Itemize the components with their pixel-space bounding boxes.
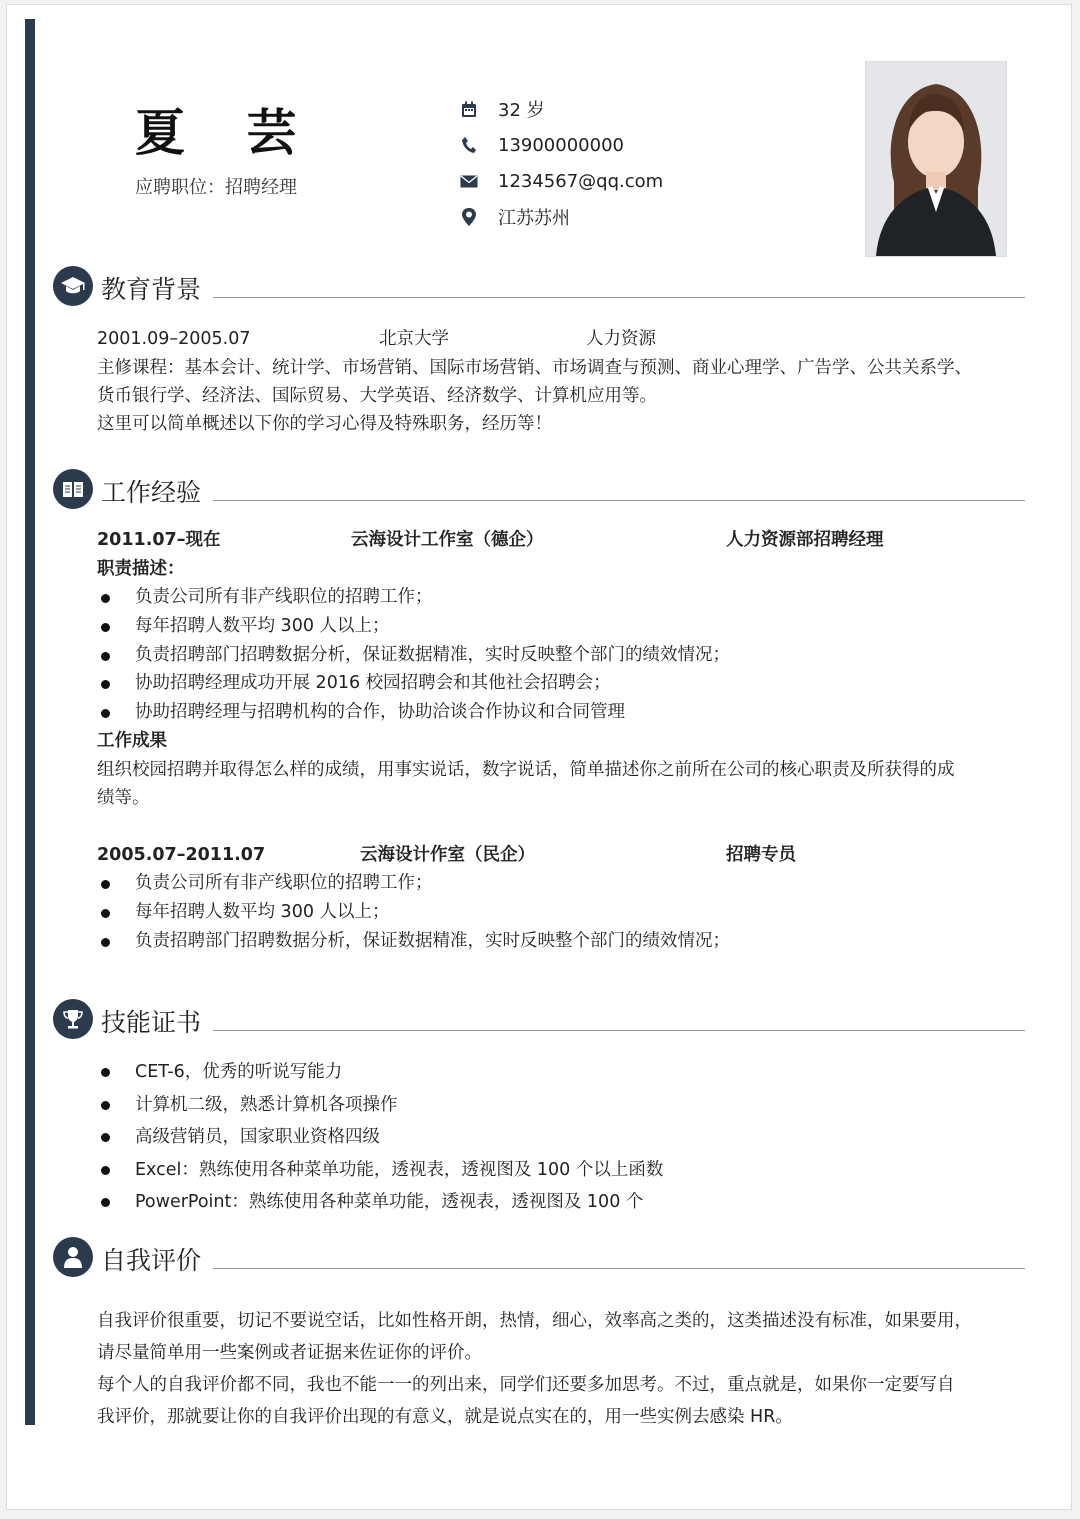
skills-list	[97, 1056, 663, 1219]
self-eval-line3: 每个人的自我评价都不同，我也不能一一的列出来，同学们还要多加思考。不过，重点就是，如果你一定要写自	[97, 1375, 955, 1395]
contact-location	[457, 199, 663, 235]
job1-results-line2: 绩等。	[97, 788, 150, 808]
section-header-work	[53, 469, 1025, 513]
contact-block	[457, 91, 663, 235]
left-accent-bar	[25, 19, 35, 1425]
section-header-self-eval	[53, 1237, 1025, 1281]
education-period: 2001.09–2005.07	[97, 329, 251, 349]
list-item: 负责招聘部门招聘数据分析，保证数据精准，实时反映整个部门的绩效情况；	[97, 927, 730, 956]
age-value: 32 岁	[498, 100, 545, 121]
education-title: 教育背景	[101, 275, 202, 304]
profile-photo	[865, 61, 1007, 257]
location-value: 江苏苏州	[498, 208, 570, 229]
envelope-icon	[457, 169, 481, 193]
trophy-icon	[53, 999, 93, 1039]
education-school: 北京大学	[379, 329, 449, 349]
resume-page	[6, 4, 1072, 1510]
candidate-name: 夏 芸	[135, 103, 319, 162]
phone-value: 13900000000	[498, 134, 624, 156]
job2-company: 云海设计作室（民企）	[360, 845, 535, 865]
education-courses-line1: 主修课程：基本会计、统计学、市场营销、国际市场营销、市场调查与预测、商业心理学、广告学、公共关系学、	[97, 358, 972, 378]
self-eval-title: 自我评价	[101, 1246, 202, 1275]
self-eval-line2: 请尽量简单用一些案例或者证据来佐证你的评价。	[97, 1343, 482, 1363]
job1-role: 人力资源部招聘经理	[726, 530, 884, 550]
list-item: CET-6，优秀的听说写能力	[97, 1056, 663, 1089]
job2-period: 2005.07–2011.07	[97, 845, 266, 865]
email-value: 1234567@qq.com	[498, 170, 664, 192]
job1-duties-label: 职责描述：	[97, 559, 185, 579]
section-divider	[213, 1268, 1025, 1269]
work-title: 工作经验	[101, 478, 202, 507]
list-item: 协助招聘经理与招聘机构的合作，协助洽谈合作协议和合同管理	[97, 698, 730, 727]
job1-duties-list	[97, 583, 730, 727]
graduation-cap-icon	[53, 266, 93, 306]
job1-results-label: 工作成果	[97, 731, 167, 751]
list-item: 计算机二级，熟悉计算机各项操作	[97, 1089, 663, 1122]
section-header-education	[53, 266, 1025, 310]
section-divider	[213, 500, 1025, 501]
list-item: 每年招聘人数平均 300 人以上；	[97, 898, 730, 927]
education-courses-line2: 货币银行学、经济法、国际贸易、大学英语、经济数学、计算机应用等。	[97, 386, 657, 406]
section-divider	[213, 1030, 1025, 1031]
list-item: 协助招聘经理成功开展 2016 校园招聘会和其他社会招聘会；	[97, 669, 730, 698]
job1-period: 2011.07–现在	[97, 530, 221, 550]
applied-position: 应聘职位：招聘经理	[135, 177, 297, 198]
contact-age	[457, 91, 663, 127]
job1-company: 云海设计工作室（德企）	[351, 530, 544, 550]
education-major: 人力资源	[586, 329, 656, 349]
self-eval-line1: 自我评价很重要，切记不要说空话，比如性格开朗，热情，细心，效率高之类的，这类描述没有标准，如果要用，	[97, 1311, 972, 1331]
list-item: PowerPoint：熟练使用各种菜单功能，透视表，透视图及 100 个	[97, 1186, 663, 1219]
person-icon	[53, 1237, 93, 1277]
list-item: 负责公司所有非产线职位的招聘工作；	[97, 869, 730, 898]
location-pin-icon	[457, 205, 481, 229]
job2-role: 招聘专员	[726, 845, 796, 865]
contact-email	[457, 163, 663, 199]
skills-title: 技能证书	[101, 1008, 202, 1037]
job1-results-line1: 组织校园招聘并取得怎么样的成绩，用事实说话，数字说话，简单描述你之前所在公司的核心职责及所获得的成	[97, 760, 955, 780]
list-item: Excel：熟练使用各种菜单功能，透视表，透视图及 100 个以上函数	[97, 1154, 663, 1187]
section-divider	[213, 297, 1025, 298]
job2-duties-list	[97, 869, 730, 955]
list-item: 每年招聘人数平均 300 人以上；	[97, 612, 730, 641]
education-note: 这里可以简单概述以下你的学习心得及特殊职务，经历等！	[97, 414, 552, 434]
list-item: 负责招聘部门招聘数据分析，保证数据精准，实时反映整个部门的绩效情况；	[97, 641, 730, 670]
self-eval-line4: 我评价，那就要让你的自我评价出现的有意义，就是说点实在的，用一些实例去感染 HR。	[97, 1407, 793, 1427]
list-item: 高级营销员，国家职业资格四级	[97, 1121, 663, 1154]
calendar-icon	[457, 97, 481, 121]
book-icon	[53, 469, 93, 509]
list-item: 负责公司所有非产线职位的招聘工作；	[97, 583, 730, 612]
contact-phone	[457, 127, 663, 163]
section-header-skills	[53, 999, 1025, 1043]
phone-icon	[457, 133, 481, 157]
